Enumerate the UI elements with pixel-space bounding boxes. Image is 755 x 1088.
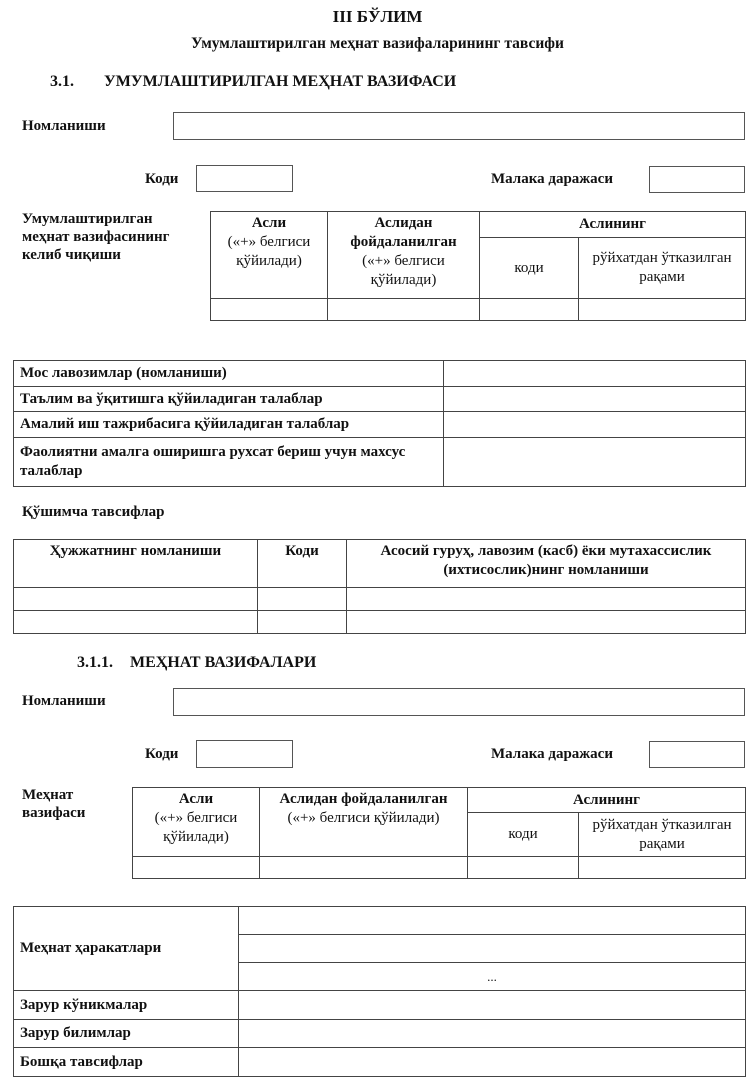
origin-label: Умумлаштирилган меҳнат вазифасининг келиб чиқиши (22, 211, 170, 263)
labor-origin-cell-regnum[interactable] (579, 857, 746, 879)
requirement-label: Мос лавозимлар (номланиши) (14, 361, 444, 387)
labor-col-source-code: коди (468, 813, 579, 857)
origin-cell-code[interactable] (480, 299, 579, 321)
subheading-labor-functions: МЕҲНАТ ВАЗИФАЛАРИ (130, 654, 317, 671)
qualification-level-label: Малака даражаси (491, 171, 613, 187)
col-source-code: коди (480, 238, 579, 299)
origin-table (210, 211, 746, 321)
additional-cell[interactable] (347, 588, 746, 611)
code-label: Коди (145, 171, 179, 187)
knowledge-value[interactable] (239, 1020, 746, 1048)
heading-number: 3.1. (50, 73, 74, 90)
subheading-number: 3.1.1. (77, 654, 113, 671)
additional-cell[interactable] (14, 611, 258, 634)
labor-qualification-level-label: Малака даражаси (491, 746, 613, 762)
col-original-note: («+» белгиси қўйилади) (227, 234, 311, 269)
additional-cell[interactable] (258, 611, 347, 634)
labor-action-cell[interactable] (239, 907, 746, 935)
section-title: III БЎЛИМ (332, 7, 423, 26)
col-original-title: Асли (251, 215, 287, 231)
header-group-name: Асосий гуруҳ, лавозим (касб) ёки мутахассислик (ихтисослик)нинг номланиши (347, 540, 746, 588)
skills-label: Зарур кўникмалар (14, 991, 239, 1020)
col-source-regnum: рўйхатдан ўтказилган рақами (579, 238, 746, 299)
col-borrowed-title: Аслидан фойдаланилган (350, 215, 457, 250)
labor-origin-cell-original[interactable] (133, 857, 260, 879)
requirement-value[interactable] (444, 361, 746, 387)
additional-table (13, 539, 746, 634)
labor-action-cell[interactable] (239, 935, 746, 963)
labor-name-label: Номланиши (22, 693, 106, 709)
heading-generalized-function: УМУМЛАШТИРИЛГАН МЕҲНАТ ВАЗИФАСИ (104, 73, 457, 90)
labor-actions-label: Меҳнат ҳаракатлари (14, 907, 239, 991)
other-label: Бошқа тавсифлар (14, 1048, 239, 1077)
labor-col-borrowed-note: («+» белгиси қўйилади) (287, 810, 440, 826)
header-document-name: Ҳужжатнинг номланиши (14, 540, 258, 588)
requirement-value[interactable] (444, 438, 746, 487)
labor-details-table (13, 906, 746, 1077)
col-borrowed (328, 212, 480, 299)
labor-origin-cell-borrowed[interactable] (260, 857, 468, 879)
labor-code-field[interactable] (196, 740, 293, 768)
labor-action-cell-ellipsis[interactable]: ... (239, 963, 746, 991)
other-value[interactable] (239, 1048, 746, 1077)
origin-cell-borrowed[interactable] (328, 299, 480, 321)
requirement-label: Амалий иш тажрибасига қўйиладиган талаблар (14, 412, 444, 438)
labor-name-field[interactable] (173, 688, 745, 716)
labor-col-original (133, 788, 260, 857)
additional-cell[interactable] (347, 611, 746, 634)
labor-qualification-level-field[interactable] (649, 741, 745, 768)
labor-col-original-title: Асли (178, 791, 214, 807)
additional-cell[interactable] (14, 588, 258, 611)
labor-col-source-group: Аслининг (468, 788, 746, 813)
requirement-value[interactable] (444, 412, 746, 438)
col-borrowed-note: («+» белгиси қўйилади) (362, 253, 445, 288)
header-code: Коди (258, 540, 347, 588)
col-source-group: Аслининг (480, 212, 746, 238)
labor-origin-table (132, 787, 746, 879)
knowledge-label: Зарур билимлар (14, 1020, 239, 1048)
requirement-label: Фаолиятни амалга оширишга рухсат бериш учун махсус талаблар (14, 438, 444, 487)
requirements-table (13, 360, 746, 487)
origin-cell-original[interactable] (211, 299, 328, 321)
skills-value[interactable] (239, 991, 746, 1020)
additional-label: Қўшимча тавсифлар (22, 504, 165, 520)
name-field[interactable] (173, 112, 745, 140)
requirement-value[interactable] (444, 387, 746, 412)
labor-col-source-regnum: рўйхатдан ўтказилган рақами (579, 813, 746, 857)
labor-col-original-note: («+» белгиси қўйилади) (154, 810, 238, 845)
labor-col-borrowed-title: Аслидан фойдаланилган (279, 791, 448, 807)
col-original (211, 212, 328, 299)
code-field[interactable] (196, 165, 293, 192)
labor-origin-cell-code[interactable] (468, 857, 579, 879)
section-subtitle: Умумлаштирилган меҳнат вазифаларининг тавсифи (191, 35, 564, 52)
qualification-level-field[interactable] (649, 166, 745, 193)
origin-cell-regnum[interactable] (579, 299, 746, 321)
labor-code-label: Коди (145, 746, 179, 762)
labor-col-borrowed (260, 788, 468, 857)
requirement-label: Таълим ва ўқитишга қўйиладиган талаблар (14, 387, 444, 412)
labor-origin-label: Меҳнат вазифаси (22, 787, 86, 821)
additional-cell[interactable] (258, 588, 347, 611)
name-label: Номланиши (22, 118, 106, 134)
